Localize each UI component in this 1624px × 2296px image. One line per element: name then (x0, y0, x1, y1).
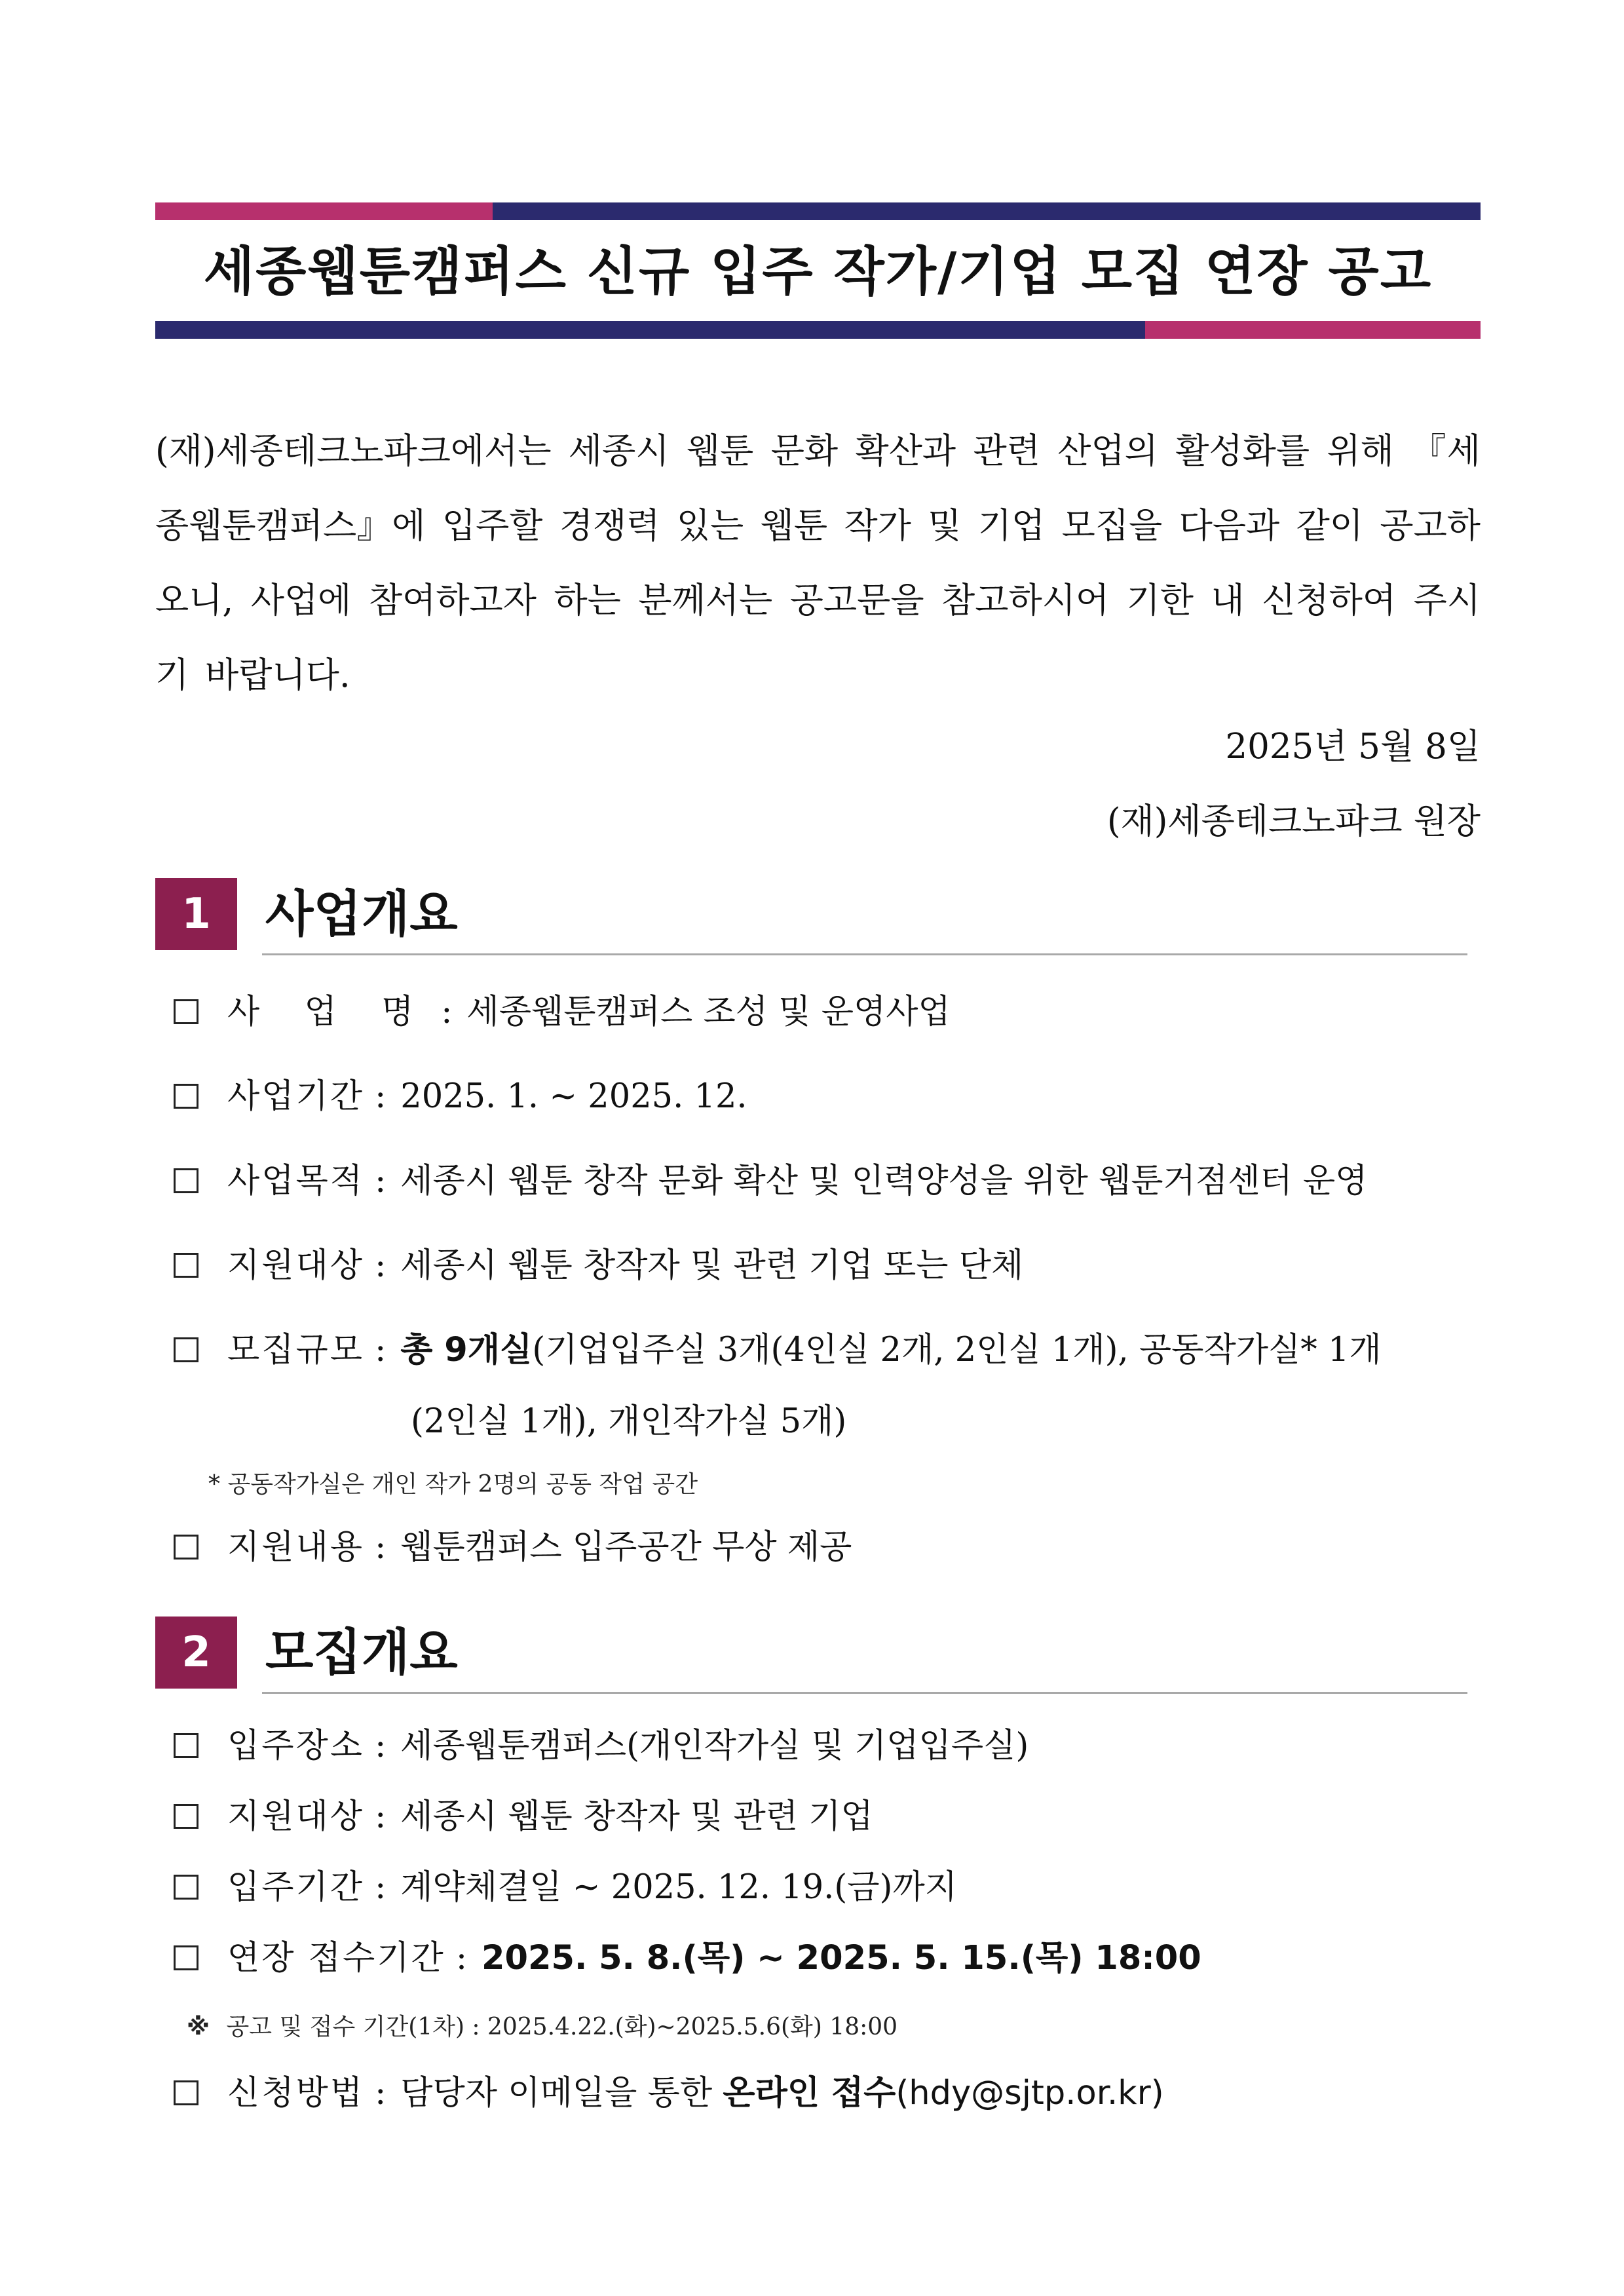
checkbox-square-icon (174, 1168, 198, 1193)
checkbox-square-icon (174, 2080, 198, 2105)
contact-email: (hdy@sjtp.or.kr) (896, 2074, 1164, 2113)
item-label: 모집규모 (227, 1331, 365, 1369)
item-value: 계약체결일 ~ 2025. 12. 19.(금)까지 (400, 1868, 957, 1907)
checkbox-square-icon (174, 1084, 198, 1109)
checkbox-square-icon (174, 999, 198, 1024)
item-value-emphasis: 총 9개실 (400, 1331, 533, 1369)
title-top-bar-navy (493, 202, 1481, 220)
item-value: 세종시 웹툰 창작 문화 확산 및 인력양성을 위한 웹툰거점센터 운영 (400, 1162, 1368, 1200)
item-value: (기업입주실 3개(4인실 2개, 2인실 1개), 공동작가실* 1개 (532, 1331, 1382, 1369)
footnote-text: 공고 및 접수 기간(1차) : 2025.4.22.(화)~2025.5.6(화) 18:00 (226, 2014, 898, 2040)
checkbox-square-icon (174, 1733, 198, 1758)
announcement-signer: (재)세종테크노파크 원장 (1106, 801, 1481, 841)
footnote: * 공동작가실은 개인 작가 2명의 공동 작업 공간 (208, 1471, 698, 1498)
section-number-badge: 2 (155, 1617, 237, 1689)
item-label: 연장 접수기간 (227, 1939, 445, 1978)
checkbox-square-icon (174, 1804, 198, 1829)
title-top-bar-magenta (155, 202, 493, 220)
item-value: 담당자 이메일을 통한 (400, 2074, 723, 2113)
checkbox-square-icon (174, 1535, 198, 1559)
item-label: 입주장소 (227, 1727, 365, 1765)
item-value-continuation: (2인실 1개), 개인작가실 5개) (411, 1402, 847, 1441)
announcement-date: 2025년 5월 8일 (1225, 727, 1481, 767)
item-value: 2025. 1. ~ 2025. 12. (400, 1077, 747, 1116)
item-label: 신청방법 (227, 2074, 365, 2113)
item-value: 세종웹툰캠퍼스(개인작가실 및 기업입주실) (400, 1727, 1029, 1765)
checkbox-square-icon (174, 1337, 198, 1362)
title-bottom-bar-navy (155, 321, 1145, 339)
item-label: 사업목적 (227, 1162, 365, 1200)
intro-paragraph: (재)세종테크노파크에서는 세종시 웹툰 문화 확산과 관련 산업의 활성화를 위해 『세종웹툰캠퍼스』에 입주할 경쟁력 있는 웹툰 작가 및 기업 모집을 다음과 같이 공고하오니, 사업에 참여하고자 하는 분께서는 공고문을 참고하시어 기한 내 신청하여 주시기 바랍니다. (155, 431, 1481, 695)
section-number-badge: 1 (155, 878, 237, 950)
checkbox-square-icon (174, 1945, 198, 1970)
checkbox-square-icon (174, 1253, 198, 1278)
section-title: 사업개요 (265, 885, 458, 943)
item-label: 사 업 명 (227, 993, 431, 1031)
footnote (187, 2008, 897, 2047)
item-value: 세종시 웹툰 창작자 및 관련 기업 (400, 1797, 873, 1836)
item-label: 지원내용 (227, 1528, 365, 1567)
section-divider (262, 1692, 1467, 1694)
item-value: 세종시 웹툰 창작자 및 관련 기업 또는 단체 (400, 1246, 1024, 1285)
section-title: 모집개요 (265, 1623, 458, 1681)
reference-mark-icon: ※ (187, 2014, 210, 2040)
section-divider (262, 953, 1467, 955)
item-value: 웹툰캠퍼스 입주공간 무상 제공 (400, 1528, 852, 1567)
item-label: 지원대상 (227, 1246, 365, 1285)
item-label: 사업기간 (227, 1077, 365, 1116)
checkbox-square-icon (174, 1875, 198, 1900)
announcement-page: 세종웹툰캠퍼스 신규 입주 작가/기업 모집 연장 공고 (재)세종테크노파크에서는 세종시 웹툰 문화 확산과 관련 산업의 활성화를 위해 『세종웹툰캠퍼스』에 입주할 경쟁력 있는 웹툰 작가 및 기업 모집을 다음과 같이 공고하오니, 사업에 참여하고자 하는 분께서는 공고문을 참고하시어 기한 내 신청하여 주시기 바랍니다. 2025년 5월 8일 (재)세종테크노파크 원장 1 사업개요 사 업 명 : 세종웹툰캠퍼스 조성 및 운영사업 사업기간 : 2025. 1. ~ 2025. 12. 사업목적 : 세종시 웹툰 창작 문화 확산 및 인력양성을 위한 웹툰거점센터 운영 지원대상 : 세종시 웹툰 창작자 및 관련 기업 또는 단체 모집규모 : 총 9개실(기업입주실 3개(4인실 2개, 2인실 1개), 공동작가실* 1개 (2인실 1개), 개인작가실 5개) * 공동작가실은 개인 작가 2명의 공동 작업 공간 지원내용 : 웹툰캠퍼스 입주공간 무상 제공 2 모집개요 입주장소 : 세종웹툰캠퍼스(개인작가실 및 기업입주실) 지원대상 : 세종시 웹툰 창작자 및 관련 기업 입주기간 : 계약체결일 ~ 2025. 12. 19.(금)까지 연장 접수기간 : 2025. 5. 8.(목) ~ 2025. 5. 15.(목) 18:00 ※ 공고 및 접수 기간(1차) : 2025.4.22.(화)~2025.5.6(화) 18:00 신청방법 : 담당자 이메일을 통한 온라인 접수(hdy@sjtp.or.kr) (0, 0, 1624, 2296)
item-label: 지원대상 (227, 1797, 365, 1836)
item-value-emphasis: 온라인 접수 (723, 2074, 896, 2113)
title-bottom-bar-magenta (1145, 321, 1481, 339)
item-value-emphasis: 2025. 5. 8.(목) ~ 2025. 5. 15.(목) 18:00 (482, 1939, 1201, 1978)
item-value: 세종웹툰캠퍼스 조성 및 운영사업 (466, 993, 951, 1031)
item-label: 입주기간 (227, 1868, 365, 1907)
page-title: 세종웹툰캠퍼스 신규 입주 작가/기업 모집 연장 공고 (203, 241, 1433, 302)
